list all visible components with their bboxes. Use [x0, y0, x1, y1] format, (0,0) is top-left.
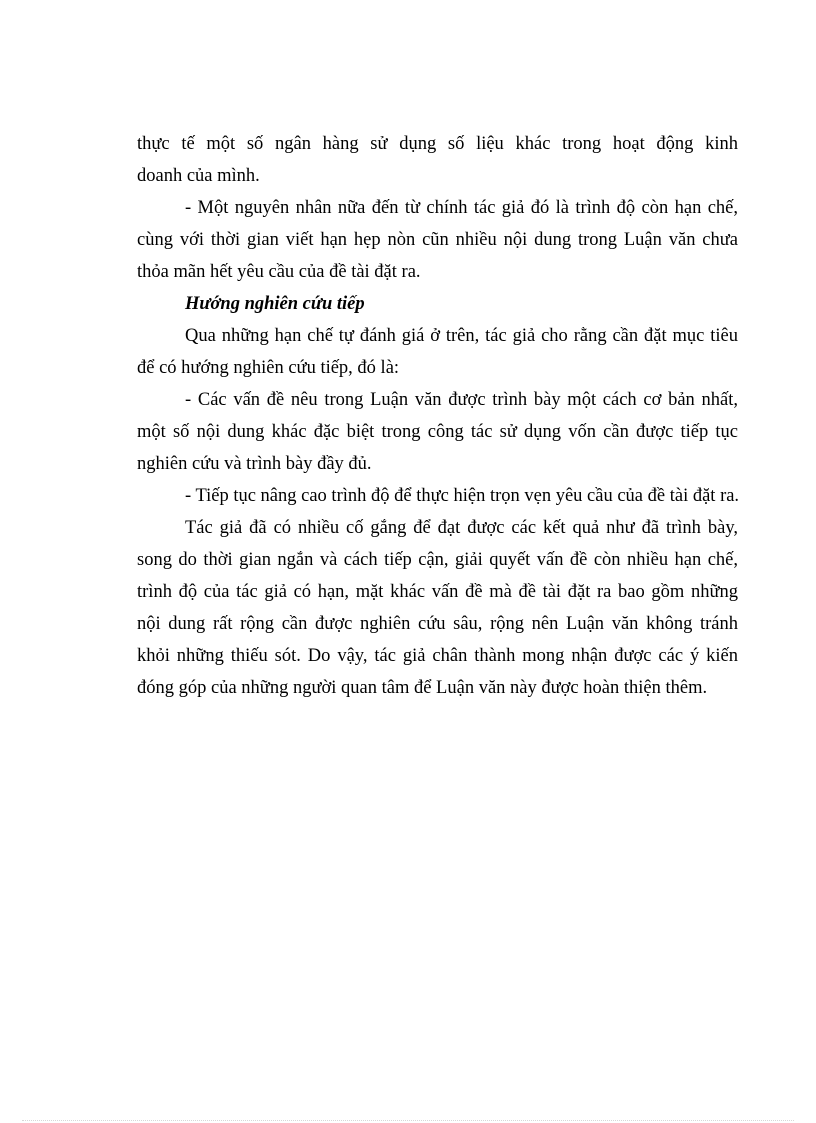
text-line: - Các vấn đề nêu trong Luận văn được trình bày một cách cơ bản nhất,	[185, 390, 738, 410]
paragraph-research-point-2	[137, 480, 738, 512]
text-line: thực tế một số ngân hàng sử dụng số liệu khác trong hoạt động kinh	[137, 134, 738, 154]
paragraph-research-intro	[137, 320, 738, 384]
text-line: Tác giả đã có nhiều cố gắng để đạt được các kết quả như đã trình bày,	[185, 518, 738, 538]
text-line: song do thời gian ngắn và cách tiếp cận, giải quyết vấn đề còn nhiều hạn chế,	[137, 550, 738, 570]
text-line: trình độ của tác giả có hạn, mặt khác vấn đề mà đề tài đặt ra bao gồm những	[137, 582, 738, 602]
text-line: cùng với thời gian viết hạn hẹp nòn cũn nhiều nội dung trong Luận văn chưa	[137, 230, 738, 250]
paragraph-conclusion	[137, 512, 738, 704]
page-bottom-divider	[22, 1120, 794, 1121]
document-page	[137, 128, 738, 704]
text-line: một số nội dung khác đặc biệt trong công tác sử dụng vốn cần được tiếp tục	[137, 422, 738, 442]
text-line: đóng góp của những người quan tâm để Luận văn này được hoàn thiện thêm.	[137, 678, 708, 698]
text-line: Qua những hạn chế tự đánh giá ở trên, tác giả cho rằng cần đặt mục tiêu	[185, 326, 738, 346]
text-line: thỏa mãn hết yêu cầu của đề tài đặt ra.	[137, 262, 421, 282]
text-line: để có hướng nghiên cứu tiếp, đó là:	[137, 358, 400, 378]
text-line: nội dung rất rộng cần được nghiên cứu sâu, rộng nên Luận văn không tránh	[137, 614, 738, 634]
paragraph-research-point-1	[137, 384, 738, 480]
text-line: - Một nguyên nhân nữa đến từ chính tác giả đó là trình độ còn hạn chế,	[185, 198, 738, 218]
text-line: khỏi những thiếu sót. Do vậy, tác giả chân thành mong nhận được các ý kiến	[137, 646, 738, 666]
text-line: doanh của mình.	[137, 166, 260, 186]
text-line: nghiên cứu và trình bày đầy đủ.	[137, 454, 372, 474]
section-heading-text: Hướng nghiên cứu tiếp	[185, 294, 365, 314]
section-heading	[137, 288, 738, 320]
paragraph-author-limitation	[137, 192, 738, 288]
paragraph-continuation	[137, 128, 738, 192]
text-line: - Tiếp tục nâng cao trình độ để thực hiện trọn vẹn yêu cầu của đề tài đặt ra.	[185, 486, 740, 506]
